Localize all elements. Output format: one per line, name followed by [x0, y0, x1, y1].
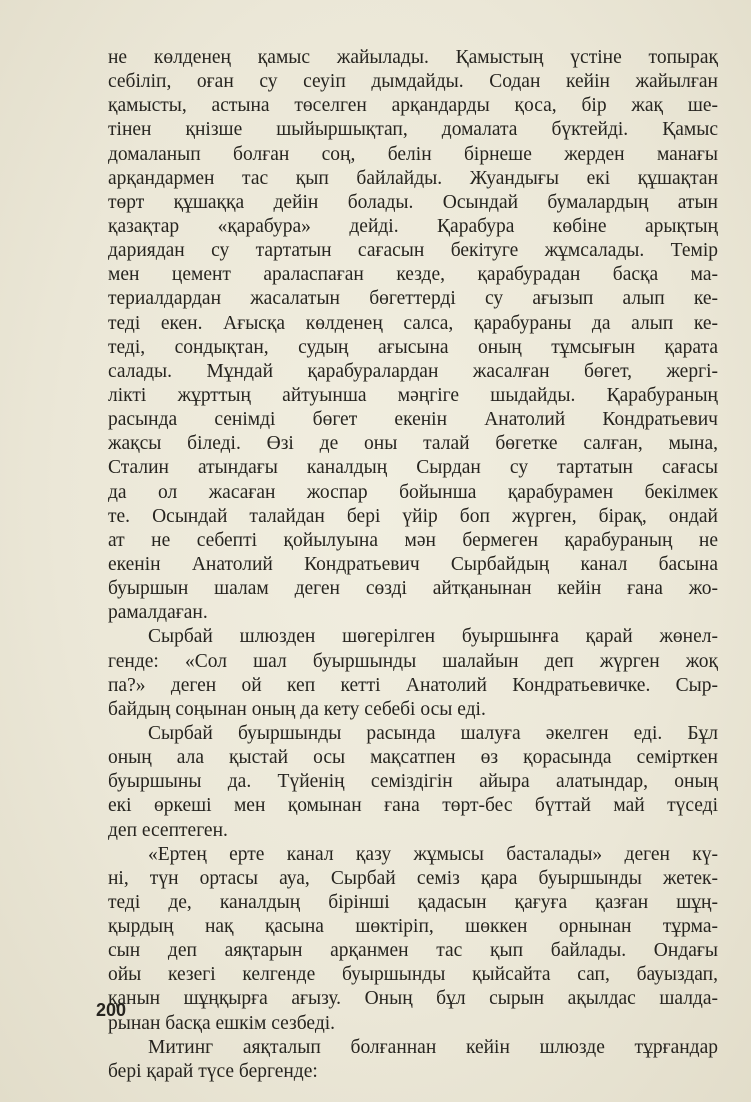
text-line: бері қарай түсе бергенде: [108, 1060, 318, 1082]
text-line: төрт құшаққа дейін болады. Осындай бумалардың атын [108, 191, 718, 213]
text-line: қазақтар «қарабура» дейді. Қарабура көбіне арықтың [108, 215, 718, 237]
text-line: екенін Анатолий Кондратьевич Сырбайдың канал басына [108, 553, 718, 575]
text-line: жақсы біледі. Өзі де оны талай бөгетке салған, мына, [108, 433, 718, 455]
text-line: те. Осындай талайдан бері үйір боп жүрген, бірақ, ондай [108, 505, 718, 527]
text-line: домаланып болған соң, белін бірнеше жерден манағы [108, 143, 718, 165]
text-line: салады. Мұндай қарабуралардан жасалған бөгет, жергі- [108, 360, 718, 382]
text-line: буыршыны да. Түйенің семіздігін айыра алатындар, оның [108, 771, 718, 793]
text-line: байдың соңынан оның да кету себебі осы еді. [108, 698, 486, 720]
text-line: қырдың нақ қасына шөктіріп, шөккен орнынан тұрма- [108, 916, 718, 938]
text-line: арқандармен тас қып байлайды. Жуандығы екі құшақтан [108, 167, 718, 189]
text-line: Сырбай буыршынды расында шалуға әкелген еді. Бұл [148, 722, 718, 744]
text-line: Сырбай шлюзден шөгерілген буыршынға қарай жөнел- [148, 626, 718, 648]
text-line: сын деп аяқтарын арқанмен тас қып байлады. Ондағы [108, 940, 718, 962]
text-line: екі өркеші мен қомынан ғана төрт-бес бүттай май түседі [108, 795, 718, 817]
text-line: мен цемент араласпаған кезде, қарабурадан басқа ма- [108, 264, 718, 286]
text-line: рамалдаған. [108, 602, 208, 624]
text-line: Митинг аяқталып болғаннан кейін шлюзде тұрғандар [148, 1036, 718, 1058]
text-line: тінен қнізше шыйыршықтап, домалата бүктейді. Қамыс [108, 119, 718, 141]
text-line: оның ала қыстай осы мақсатпен өз қорасында семірткен [108, 747, 718, 769]
text-line: дариядан су тартатын сағасын бекітуге жұмсалады. Темір [108, 240, 718, 262]
page-number: 200 [96, 1000, 127, 1020]
text-line: теді екен. Ағысқа көлденең салса, қарабураны да алып ке- [108, 312, 718, 334]
text-line: ат не себепті қойылуына мән бермеген қарабураның не [108, 529, 718, 551]
text-line: себіліп, оған су сеуіп дымдайды. Содан кейін жайылған [108, 71, 718, 93]
text-line: Сталин атындағы каналдың Сырдан су тартатын сағасы [108, 457, 718, 479]
text-line: териалдардан жасалатын бөгеттерді су ағызып алып ке- [108, 288, 718, 310]
text-line: теді де, каналдың бірінші қадасын қағуға қазған шұң- [108, 891, 718, 913]
text-line: ні, түн ортасы ауа, Сырбай семіз қара буыршынды жетек- [108, 867, 718, 889]
text-line: теді, сондықтан, судың ағысына оның тұмсығын қарата [108, 336, 718, 358]
text-line: деп есептеген. [108, 819, 228, 841]
text-line: «Ертең ерте канал қазу жұмысы басталады» деген кү- [148, 843, 718, 865]
text-line: буыршын шалам деген сөзді айтқанынан кейін ғана жо- [108, 578, 718, 600]
text-line: қанын шұңқырға ағызу. Оның бұл сырын ақылдас шалда- [108, 988, 718, 1010]
text-line: да ол жасаған жоспар бойынша қарабурамен бекілмек [108, 481, 718, 503]
text-line: лікті жұрттың айтуынша мәңгіге шыдайды. Қарабураның [108, 384, 718, 406]
body-text [108, 46, 718, 1084]
text-line: рынан басқа ешкім сезбеді. [108, 1012, 336, 1034]
text-line: па?» деген ой кеп кетті Анатолий Кондратьевичке. Сыр- [108, 674, 718, 696]
text-line: расында сенімді бөгет екенін Анатолий Кондратьевич [108, 409, 718, 431]
text-line: қамысты, астына төселген арқандарды қоса, бір жақ ше- [108, 95, 718, 117]
text-line: ойы кезегі келгенде буыршынды қыйсайта сап, бауыздап, [108, 964, 718, 986]
text-line: не көлденең қамыс жайылады. Қамыстың үстіне топырақ [108, 47, 718, 68]
text-line: генде: «Сол шал буыршынды шалайын деп жүрген жоқ [108, 650, 718, 672]
